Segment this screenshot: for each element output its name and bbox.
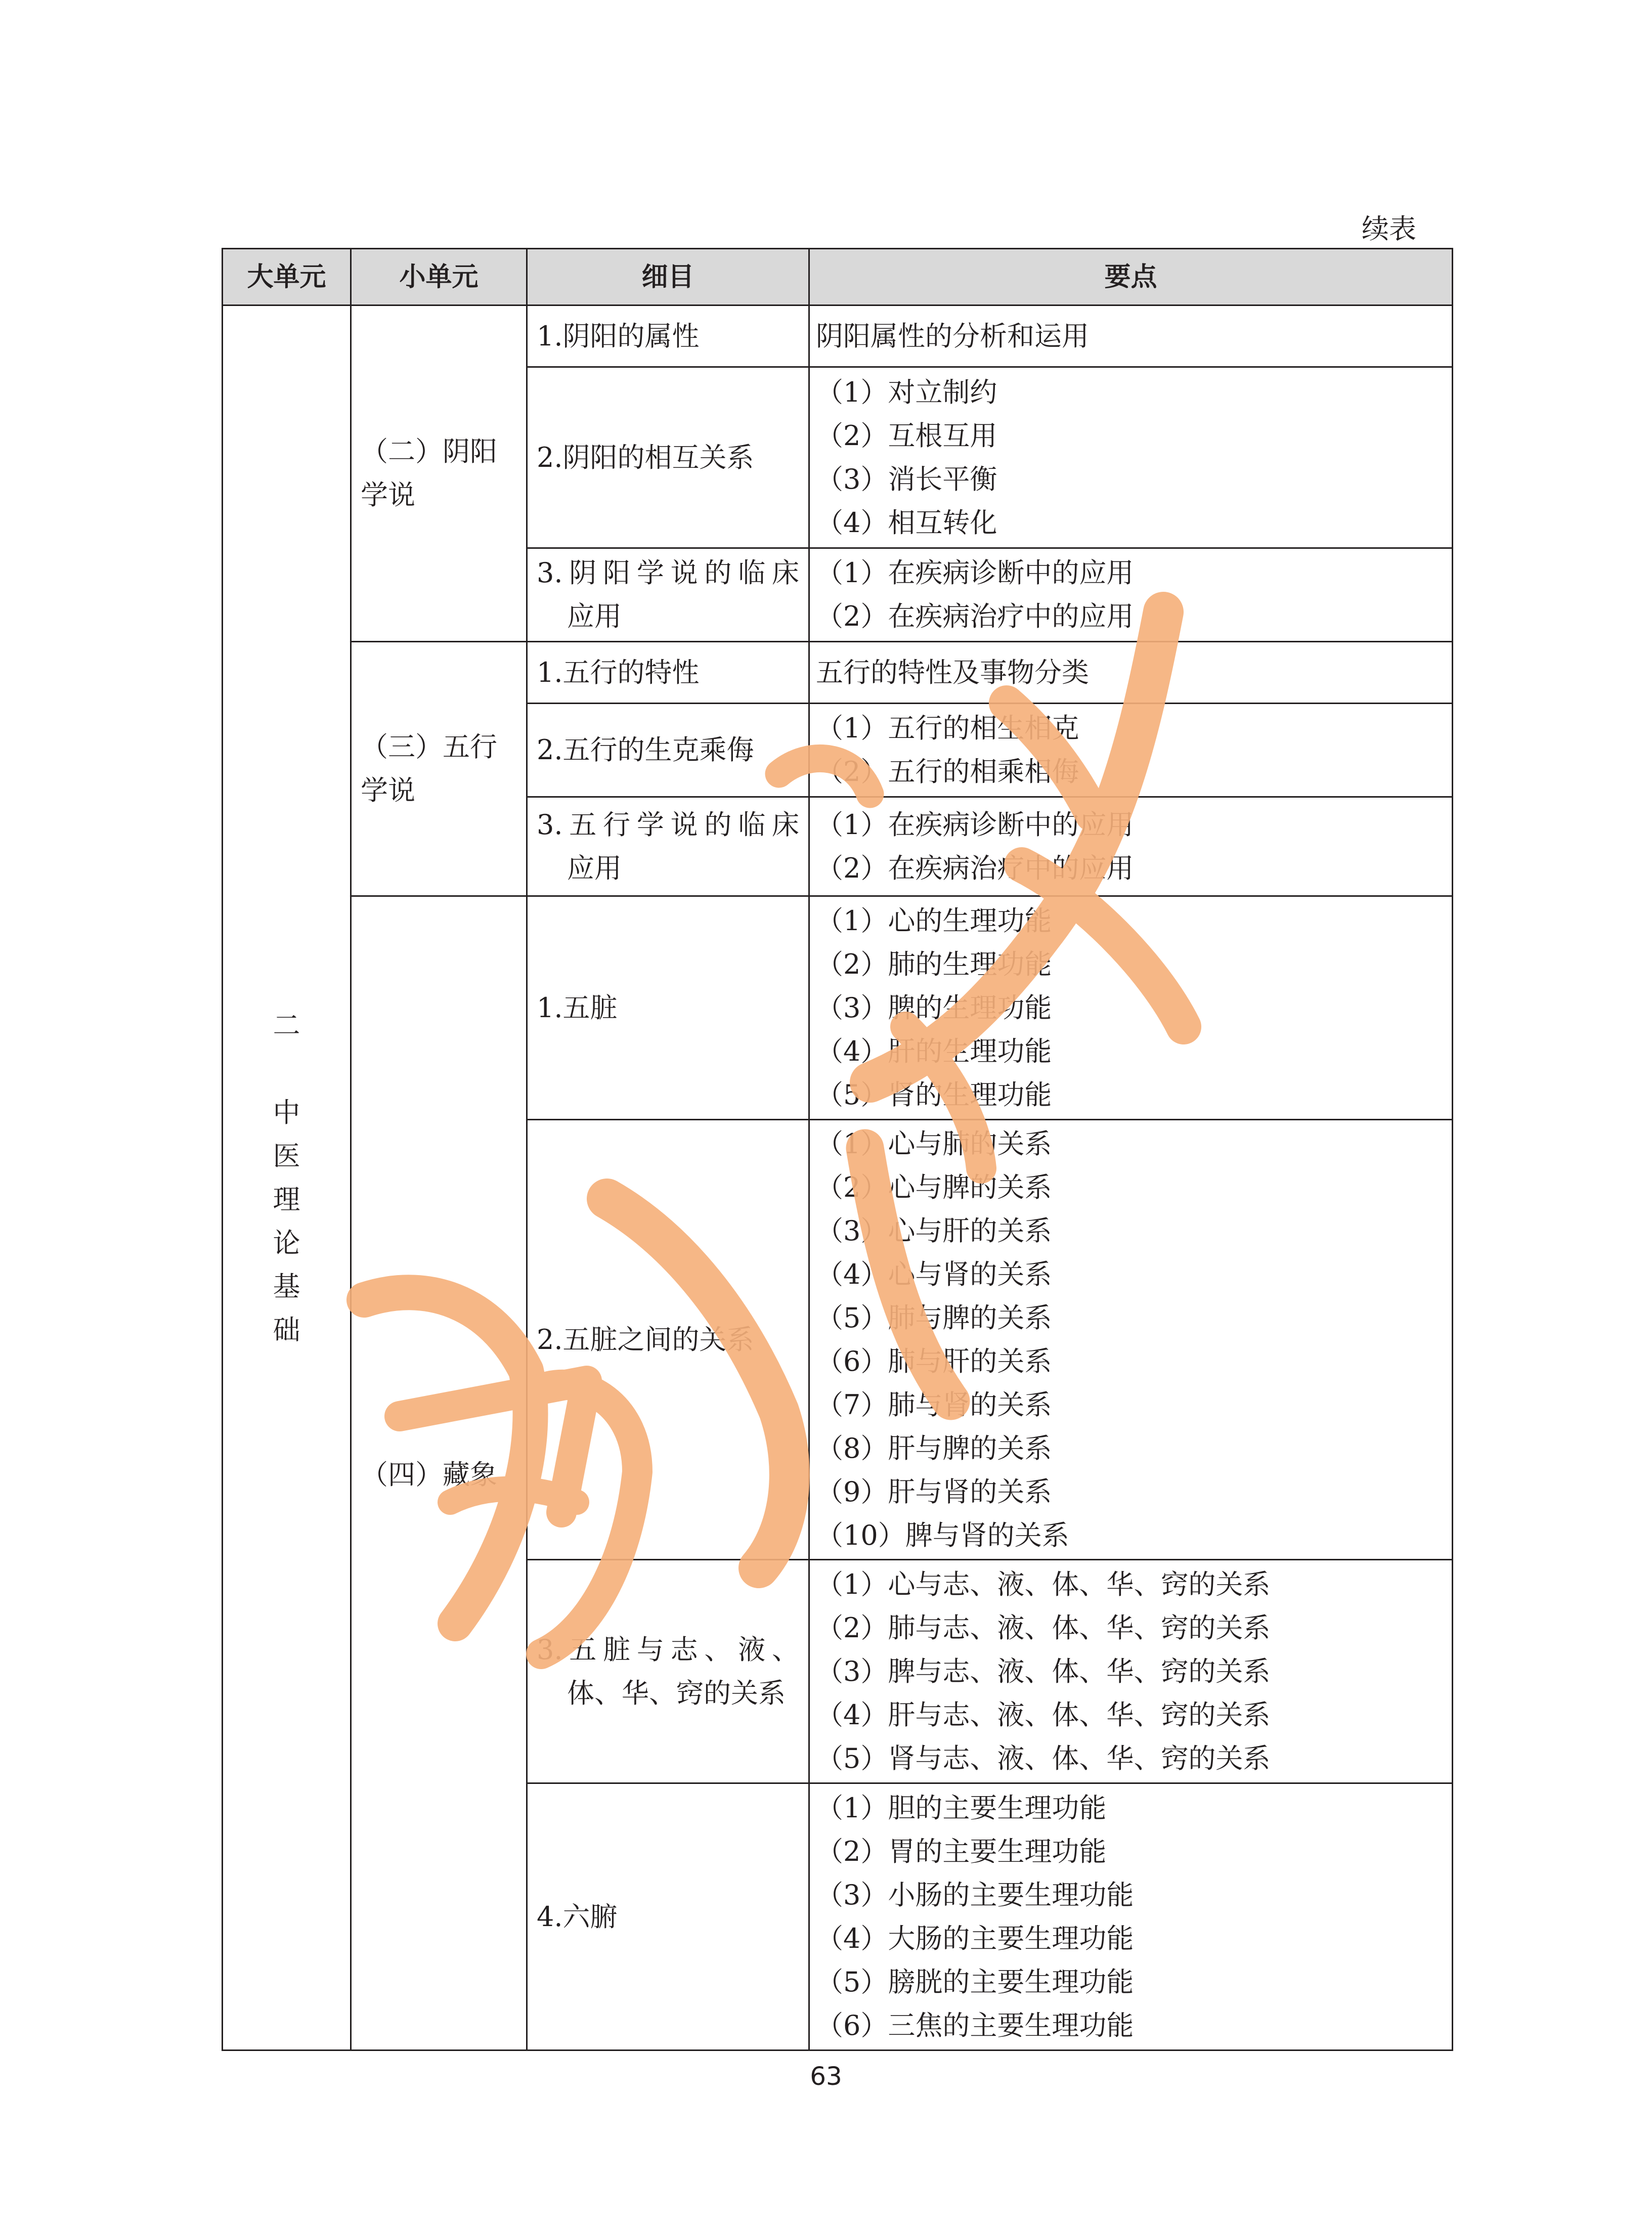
table-row: [223, 306, 1453, 367]
header-key-points: 要点: [809, 249, 1453, 306]
minor-unit-yinyang: （二）阴阳 学说: [351, 306, 527, 642]
points-cell: 阴阳属性的分析和运用: [809, 306, 1453, 367]
minor-unit-wuxing: （三）五行 学说: [351, 642, 527, 896]
table-row: [223, 642, 1453, 704]
points-cell: （1）五行的相生相克 （2）五行的相乘相侮: [809, 704, 1453, 797]
detail-cell: 4.六腑: [527, 1783, 809, 2051]
detail-cell: 3.五行学说的临床 应用: [527, 797, 809, 896]
table-row: [223, 896, 1453, 1120]
points-cell: （1）对立制约 （2）互根互用 （3）消长平衡 （4）相互转化: [809, 367, 1453, 548]
syllabus-table: [222, 248, 1453, 2051]
detail-cell: 2.阴阳的相互关系: [527, 367, 809, 548]
points-cell: 五行的特性及事物分类: [809, 642, 1453, 704]
major-unit-cell: [223, 306, 351, 2051]
detail-cell: 3.五脏与志、液、 体、华、窍的关系: [527, 1560, 809, 1783]
detail-cell: 2.五行的生克乘侮: [527, 704, 809, 797]
detail-cell: 2.五脏之间的关系: [527, 1120, 809, 1560]
continued-label: 续表: [1362, 213, 1416, 245]
points-cell: （1）心的生理功能 （2）肺的生理功能 （3）脾的生理功能 （4）肝的生理功能 （5）肾的生理功能: [809, 896, 1453, 1120]
points-cell: （1）心与肺的关系 （2）心与脾的关系 （3）心与肝的关系 （4）心与肾的关系 （5）肺与脾的关系 （6）肺与肝的关系 （7）肺与肾的关系 （8）肝与脾的关系 （9）肝与肾的关系 （10）脾与肾的关系: [809, 1120, 1453, 1560]
detail-cell: 3.阴阳学说的临床 应用: [527, 548, 809, 642]
page-number: 63: [810, 2062, 842, 2091]
header-detail: 细目: [527, 249, 809, 306]
detail-cell: 1.五脏: [527, 896, 809, 1120]
points-cell: （1）在疾病诊断中的应用 （2）在疾病治疗中的应用: [809, 797, 1453, 896]
points-cell: （1）心与志、液、体、华、窍的关系 （2）肺与志、液、体、华、窍的关系 （3）脾与志、液、体、华、窍的关系 （4）肝与志、液、体、华、窍的关系 （5）肾与志、液、体、华、窍的关系: [809, 1560, 1453, 1783]
header-major-unit: 大单元: [223, 249, 351, 306]
header-row: [223, 249, 1453, 306]
points-cell: （1）在疾病诊断中的应用 （2）在疾病治疗中的应用: [809, 548, 1453, 642]
points-cell: （1）胆的主要生理功能 （2）胃的主要生理功能 （3）小肠的主要生理功能 （4）大肠的主要生理功能 （5）膀胱的主要生理功能 （6）三焦的主要生理功能: [809, 1783, 1453, 2051]
minor-unit-zangxiang: （四）藏象: [351, 896, 527, 2051]
detail-cell: 1.五行的特性: [527, 642, 809, 704]
header-minor-unit: 小单元: [351, 249, 527, 306]
major-unit-label: 二 中 医 理 论 基 础: [273, 1009, 300, 1346]
detail-cell: 1.阴阳的属性: [527, 306, 809, 367]
